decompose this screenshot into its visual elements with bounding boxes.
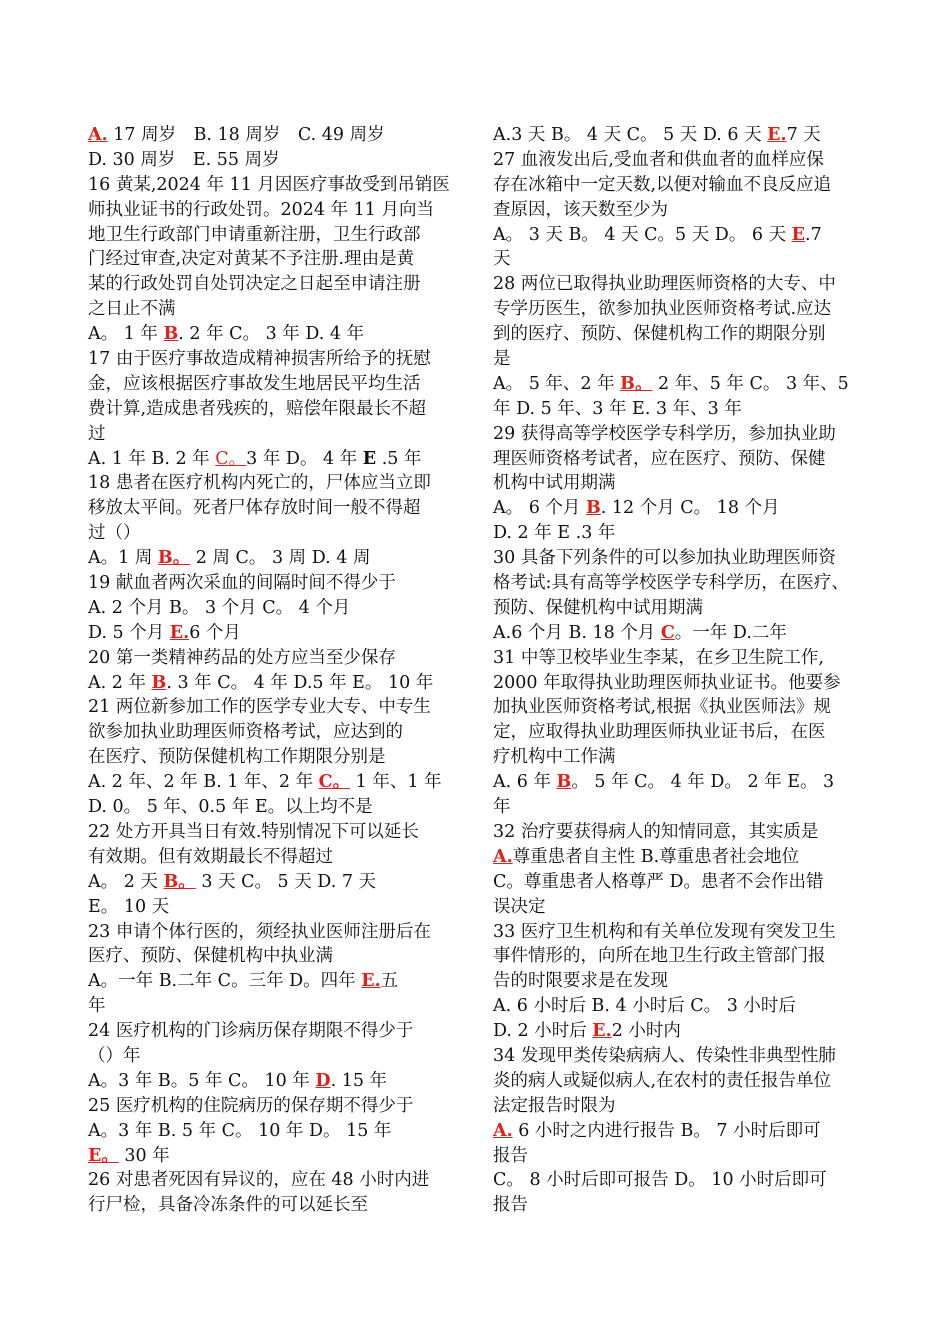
text-line [88, 770, 463, 795]
text-segment: 地卫生行政部门申请重新注册，卫生行政部 [88, 224, 421, 245]
text-segment: A. 2 年 [88, 672, 152, 693]
text-line [88, 471, 463, 496]
text-line [88, 123, 463, 148]
answer-mark: C。 [318, 772, 351, 793]
text-line [493, 148, 873, 173]
text-segment: 20 第一类精神药品的处方应当至少保存 [88, 647, 396, 668]
answer-mark: B [556, 772, 572, 793]
text-line [88, 646, 463, 671]
text-line [88, 521, 463, 546]
answer-mark: E. [361, 971, 381, 992]
text-segment: 行尸检，具备冷冻条件的可以延长至 [88, 1195, 368, 1216]
text-segment: 欲参加执业助理医师资格考试，应达到的 [88, 722, 403, 743]
text-line [493, 770, 873, 795]
text-line [88, 920, 463, 945]
text-line [493, 347, 873, 372]
text-line [88, 322, 463, 347]
text-segment: C。尊重患者人格尊严 D。患者不会作出错 [493, 871, 824, 892]
text-line [88, 372, 463, 397]
text-line [88, 198, 463, 223]
text-line [493, 720, 873, 745]
text-segment: 在医疗、预防保健机构工作期限分别是 [88, 747, 386, 768]
text-line [88, 895, 463, 920]
text-line [88, 994, 463, 1019]
text-segment: D. 30 周岁 E. 55 周岁 [88, 149, 280, 170]
text-line [88, 621, 463, 646]
text-line [493, 969, 873, 994]
text-line [493, 745, 873, 770]
text-line [493, 272, 873, 297]
text-line [88, 223, 463, 248]
text-segment: 6 个月 [189, 622, 241, 643]
text-segment: 尊重患者自主性 B.尊重患者社会地位 [512, 846, 800, 867]
text-segment: 过（） [88, 523, 141, 544]
text-line [88, 546, 463, 571]
text-segment: A。 5 年、2 年 [493, 373, 621, 394]
text-segment: 天 [493, 249, 511, 270]
text-line [88, 1168, 463, 1193]
text-segment: 28 两位已取得执业助理医师资格的大专、中 [493, 274, 836, 295]
text-line [493, 870, 873, 895]
text-line [88, 720, 463, 745]
text-segment: A。 2 天 [88, 871, 164, 892]
answer-mark: E. [592, 1021, 612, 1042]
text-segment: D. 2 年 E .3 年 [493, 523, 616, 544]
text-line [88, 247, 463, 272]
text-segment: 6 小时之内进行报告 B。 7 小时后即可 [512, 1120, 821, 1141]
text-line [88, 944, 463, 969]
text-segment: .5 年 [376, 448, 422, 469]
text-segment: （）年 [88, 1045, 141, 1066]
text-segment: 21 两位新参加工作的医学专业大专、中专生 [88, 697, 431, 718]
text-segment: 27 血液发出后,受血者和供血者的血样应保 [493, 149, 824, 170]
text-segment: A。3 年 B. 5 年 C。 10 年 D。 15 年 [88, 1120, 392, 1141]
text-line [493, 895, 873, 920]
text-segment: A.3 天 B。 4 天 C。 5 天 D. 6 天 [493, 125, 768, 145]
text-segment: . 15 年 [330, 1070, 388, 1091]
text-line [88, 795, 463, 820]
text-segment: 2 小时内 [611, 1021, 681, 1042]
text-segment: 格考试:具有高等学校医学专科学历，在医疗、 [493, 573, 849, 594]
text-line [493, 521, 873, 546]
text-line [493, 397, 873, 422]
text-segment: 师执业证书的行政处罚。2024 年 11 月向当 [88, 199, 434, 220]
text-line [493, 994, 873, 1019]
text-line [493, 297, 873, 322]
answer-mark: D [315, 1070, 331, 1091]
text-segment: 到的医疗、预防、保健机构工作的期限分别 [493, 324, 826, 345]
text-segment: 16 黄某,2024 年 11 月因医疗事故受到吊销医 [88, 174, 450, 195]
text-line [88, 148, 463, 173]
text-segment: 机构中试用期满 [493, 473, 616, 494]
text-line [493, 1119, 873, 1144]
text-segment: A。一年 B.二年 C。三年 D。四年 [88, 971, 362, 992]
text-segment: 某的行政处罚自处罚决定之日起至申请注册 [88, 274, 421, 295]
text-segment: D. 0。 5 年、0.5 年 E。以上均不是 [88, 797, 373, 818]
text-line [88, 1069, 463, 1094]
text-line [88, 571, 463, 596]
text-line [88, 1094, 463, 1119]
text-segment: 疗机构中工作满 [493, 747, 616, 768]
text-segment: A。1 周 [88, 548, 158, 569]
text-segment: 炎的病人或疑似病人,在农村的责任报告单位 [493, 1070, 832, 1091]
text-line [88, 1019, 463, 1044]
text-segment: 误决定 [493, 896, 546, 917]
text-line [88, 447, 463, 472]
text-segment: A. 6 年 [493, 772, 557, 793]
answer-mark: C [660, 622, 675, 643]
text-line [88, 870, 463, 895]
answer-mark: A. [493, 846, 513, 867]
text-line [88, 173, 463, 198]
text-line [493, 247, 873, 272]
text-segment: 定，应取得执业助理医师执业证书后，在医 [493, 722, 826, 743]
text-segment: A。 3 天 B。 4 天 C。5 天 D。 6 天 [493, 224, 792, 245]
text-segment: 17 由于医疗事故造成精神损害所给予的抚慰 [88, 349, 431, 370]
text-segment: 告的时限要求是在发现 [493, 971, 668, 992]
text-segment: 存在冰箱中一定天数,以便对输血不良反应追 [493, 174, 832, 195]
text-segment: D. 2 小时后 [493, 1021, 593, 1042]
text-segment: D. 5 个月 [88, 622, 170, 643]
text-line [493, 496, 873, 521]
text-segment: 30 具备下列条件的可以参加执业助理医师资 [493, 548, 836, 569]
text-segment: 。一年 D.二年 [674, 622, 787, 643]
text-segment: 有效期。但有效期最长不得超过 [88, 846, 333, 867]
text-segment: 报告 [493, 1145, 528, 1166]
answer-mark: E [791, 224, 805, 245]
answer-mark: B [151, 672, 167, 693]
text-segment: 五 [380, 971, 399, 992]
text-line [88, 1193, 463, 1218]
text-line [88, 845, 463, 870]
text-segment: 理医师资格考试者，应在医疗、预防、保健 [493, 448, 826, 469]
text-segment: A. 2 年、2 年 B. 1 年、2 年 [88, 772, 319, 793]
text-segment: 2000 年取得执业助理医师执业证书。他要参 [493, 672, 841, 693]
text-segment: 29 获得高等学校医学专科学历，参加执业助 [493, 423, 836, 444]
text-line [493, 695, 873, 720]
text-line [493, 546, 873, 571]
text-line [493, 944, 873, 969]
text-line [493, 422, 873, 447]
text-line [88, 671, 463, 696]
text-line [88, 1144, 463, 1169]
text-segment: 预防、保健机构中试用期满 [493, 597, 703, 618]
text-line [493, 372, 873, 397]
answer-mark: A. [88, 125, 108, 145]
text-segment: 医疗、预防、保健机构中执业满 [88, 946, 333, 967]
text-line [493, 1019, 873, 1044]
text-segment: 22 处方开具当日有效.特别情况下可以延长 [88, 821, 419, 842]
text-segment: 3 年 D。 4 年 [246, 448, 363, 469]
text-segment: 32 治疗要获得病人的知情同意，其实质是 [493, 821, 819, 842]
text-line [493, 173, 873, 198]
text-segment: 3 天 C。 5 天 D. 7 天 [195, 871, 377, 892]
answer-mark: B [163, 324, 179, 345]
answer-mark: E。 [88, 1145, 119, 1166]
answer-mark: E. [767, 125, 787, 145]
text-segment: A。3 年 B。5 年 C。 10 年 [88, 1070, 316, 1091]
text-line [88, 397, 463, 422]
text-line [88, 272, 463, 297]
text-segment: 18 患者在医疗机构内死亡的，尸体应当立即 [88, 473, 431, 494]
text-segment: 移放太平间。死者尸体存放时间一般不得超 [88, 498, 421, 519]
text-segment: 费计算,造成患者残疾的，赔偿年限最长不超 [88, 398, 427, 419]
text-segment: 25 医疗机构的住院病历的保存期不得少于 [88, 1095, 414, 1116]
text-line [493, 820, 873, 845]
text-line [88, 297, 463, 322]
text-segment: 专学历医生，欲参加执业医师资格考试.应达 [493, 299, 832, 320]
text-line [88, 745, 463, 770]
text-segment: A。 1 年 [88, 324, 164, 345]
text-segment: . 3 年 C。 4 年 D.5 年 E。 10 年 [166, 672, 434, 693]
text-segment: . 2 年 C。 3 年 D. 4 年 [178, 324, 365, 345]
text-line [88, 969, 463, 994]
answer-mark: A. [493, 1120, 513, 1141]
text-segment: . 12 个月 C。 18 个月 [600, 498, 780, 519]
text-line [493, 920, 873, 945]
text-line [493, 123, 873, 148]
text-segment: 之日止不满 [88, 299, 176, 320]
text-segment: 19 献血者两次采血的间隔时间不得少于 [88, 573, 396, 594]
text-segment: 年 [88, 996, 106, 1017]
text-segment: 。 5 年 C。 4 年 D。 2 年 E。 3 [571, 772, 835, 793]
text-line [493, 471, 873, 496]
answer-mark: B [585, 498, 601, 519]
text-line [493, 1193, 873, 1218]
text-line [88, 1119, 463, 1144]
text-segment: A. 1 年 B. 2 年 [88, 448, 216, 469]
text-line [493, 596, 873, 621]
text-segment: 34 发现甲类传染病病人、传染性非典型性肺 [493, 1045, 836, 1066]
text-segment: .7 [805, 224, 822, 245]
text-line [493, 1044, 873, 1069]
text-segment: E。 10 天 [88, 896, 170, 917]
answer-mark: B。 [163, 871, 196, 892]
answer-mark: B。 [157, 548, 191, 569]
text-segment: 17 周岁 B. 18 周岁 C. 49 周岁 [107, 125, 385, 145]
answer-mark: E. [169, 622, 190, 643]
text-line [493, 1168, 873, 1193]
text-segment: 法定报告时限为 [493, 1095, 616, 1116]
text-segment: A。 6 个月 [493, 498, 586, 519]
answer-mark: C。 [215, 448, 247, 469]
text-segment: A.6 个月 B. 18 个月 [493, 622, 661, 643]
text-segment: A. 6 小时后 B. 4 小时后 C。 3 小时后 [493, 996, 796, 1017]
text-segment: C。 8 小时后即可报告 D。 10 小时后即可 [493, 1170, 827, 1191]
text-segment: 年 [493, 797, 511, 818]
option-label: E [362, 448, 377, 469]
text-line [493, 1069, 873, 1094]
text-segment: 金，应该根据医疗事故发生地居民平均生活 [88, 373, 421, 394]
text-segment: 23 申请个体行医的，须经执业医师注册后在 [88, 921, 431, 942]
text-line [493, 571, 873, 596]
text-segment: 7 天 [786, 125, 821, 145]
text-line [493, 223, 873, 248]
text-segment: 加执业医师资格考试,根据《执业医师法》规 [493, 697, 832, 718]
left-column [88, 123, 463, 1218]
text-segment: 30 年 [118, 1145, 170, 1166]
right-column [493, 123, 873, 1218]
text-line [493, 1094, 873, 1119]
text-segment: 事件情形的，向所在地卫生行政主管部门报 [493, 946, 826, 967]
text-line [88, 596, 463, 621]
text-line [88, 347, 463, 372]
text-segment: 31 中等卫校毕业生李某，在乡卫生院工作, [493, 647, 824, 668]
text-line [493, 322, 873, 347]
text-line [88, 1044, 463, 1069]
text-segment: 2 周 C。 3 周 D. 4 周 [190, 548, 371, 569]
text-segment: 26 对患者死因有异议的，应在 48 小时内进 [88, 1170, 430, 1191]
text-line [493, 198, 873, 223]
text-segment: 是 [493, 349, 511, 370]
answer-mark: B。 [620, 373, 653, 394]
text-segment: 1 年、1 年 [350, 772, 442, 793]
text-line [88, 695, 463, 720]
text-segment: A. 2 个月 B。 3 个月 C。 4 个月 [88, 597, 351, 618]
text-segment: 过 [88, 423, 106, 444]
text-segment: 24 医疗机构的门诊病历保存期限不得少于 [88, 1021, 414, 1042]
text-line [88, 820, 463, 845]
text-line [88, 496, 463, 521]
text-segment: 查原因，该天数至少为 [493, 199, 668, 220]
text-segment: 报告 [493, 1195, 528, 1216]
text-segment: 门经过审查,决定对黄某不予注册.理由是黄 [88, 249, 415, 270]
text-segment: 33 医疗卫生机构和有关单位发现有突发卫生 [493, 921, 836, 942]
text-line [493, 646, 873, 671]
text-segment: 2 年、5 年 C。 3 年、5 [652, 373, 849, 394]
text-line [493, 447, 873, 472]
text-line [493, 671, 873, 696]
text-line [493, 795, 873, 820]
text-line [493, 1144, 873, 1169]
text-line [493, 845, 873, 870]
text-line [493, 621, 873, 646]
text-line [88, 422, 463, 447]
text-segment: 年 D. 5 年、3 年 E. 3 年、3 年 [493, 398, 742, 419]
